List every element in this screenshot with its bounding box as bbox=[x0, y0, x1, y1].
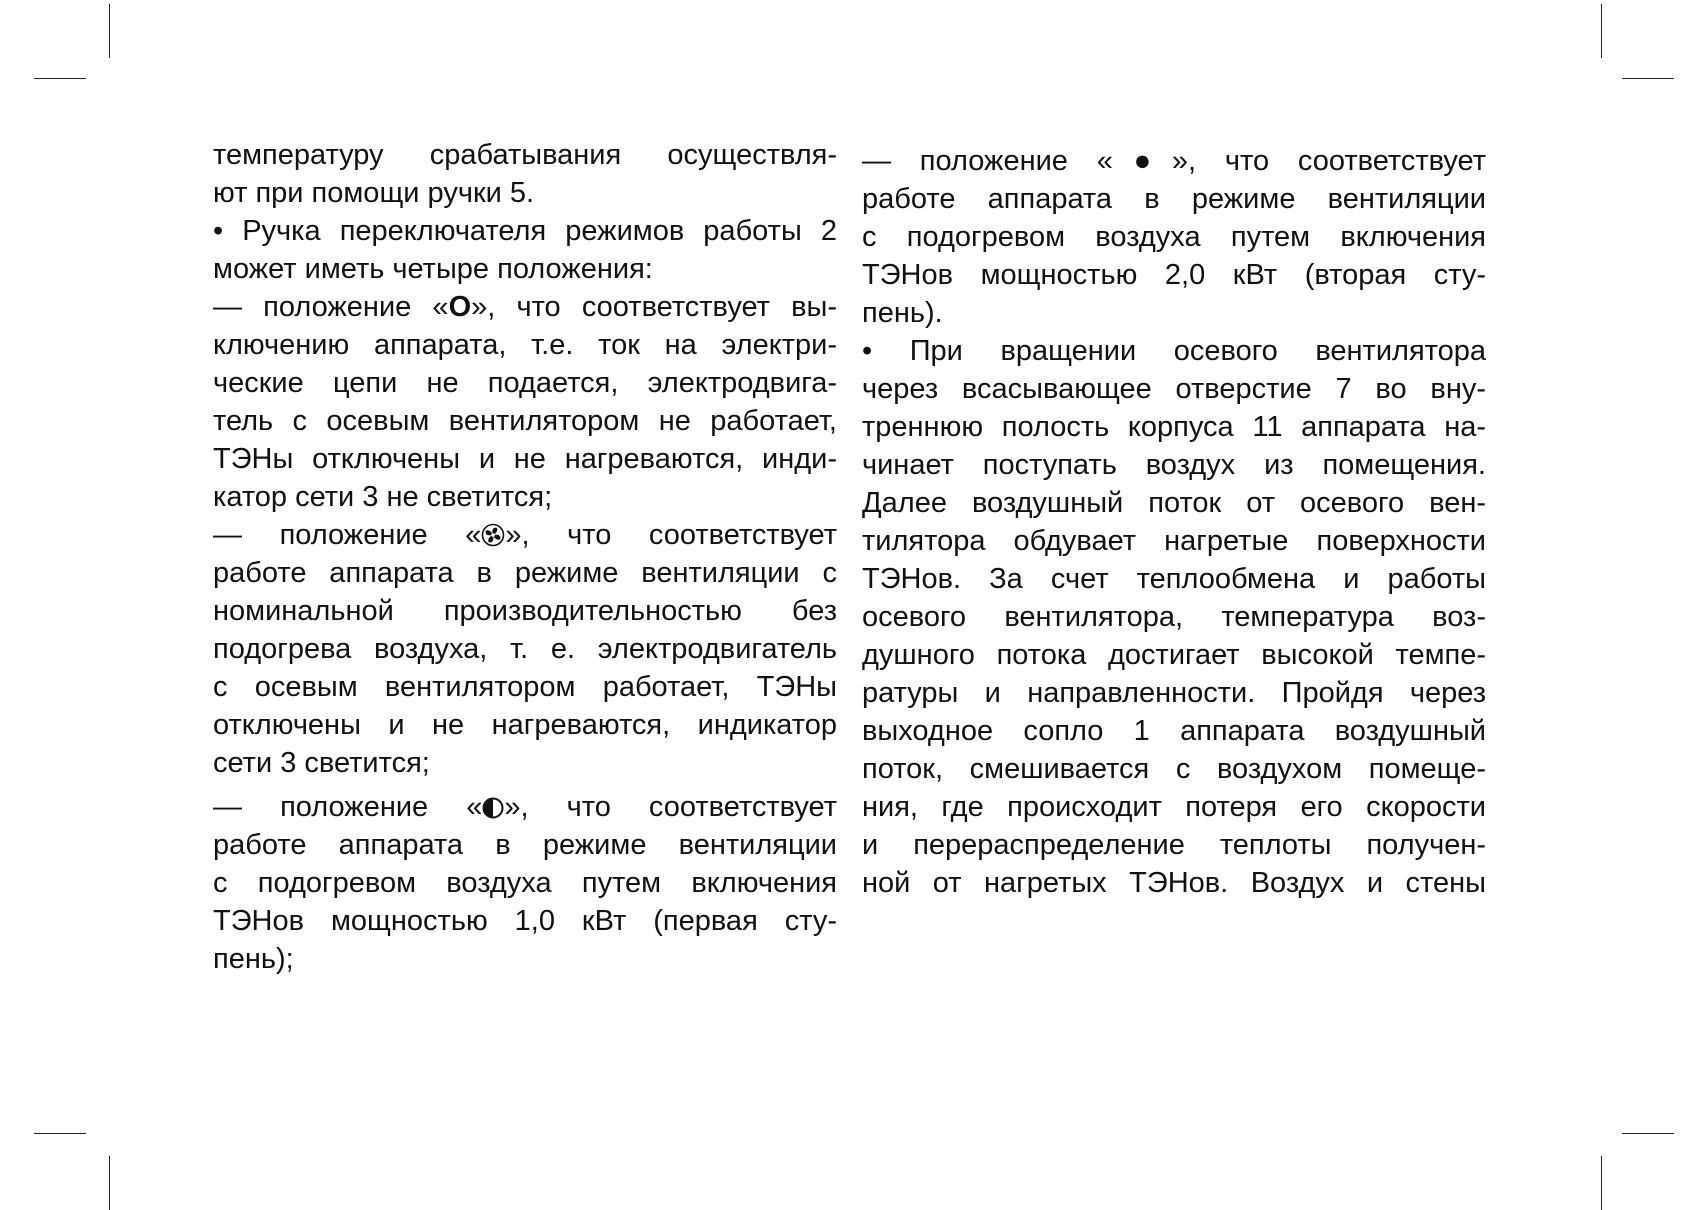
text-line: отключены и не нагреваются, индикатор bbox=[213, 709, 837, 741]
paragraph bbox=[213, 212, 837, 288]
text-line: ТЭНы отключены и не нагреваются, инди- bbox=[213, 443, 837, 475]
text-line bbox=[213, 288, 837, 326]
text-line: ческие цепи не подается, электродвига- bbox=[213, 367, 837, 399]
text-line: катор сети 3 не светится; bbox=[213, 481, 553, 513]
paragraph bbox=[862, 332, 1486, 902]
text-line: пень); bbox=[213, 943, 294, 975]
text-line: температуру срабатывания осуществля- bbox=[213, 139, 837, 171]
full-circle-symbol: ● bbox=[1112, 145, 1172, 177]
text-line: работе аппарата в режиме вентиляции bbox=[862, 183, 1486, 215]
text-line: с осевым вентилятором работает, ТЭНы bbox=[213, 671, 837, 703]
text-line: ратуры и направленности. Пройдя через bbox=[862, 677, 1486, 709]
text-line: тилятора обдувает нагретые поверхности bbox=[862, 525, 1486, 557]
text-line: тель с осевым вентилятором не работает, bbox=[213, 405, 837, 437]
paragraph bbox=[213, 288, 837, 516]
right-column bbox=[862, 142, 1486, 902]
text-line: Далее воздушный поток от осевого вен- bbox=[862, 487, 1486, 519]
crop-mark bbox=[34, 78, 86, 79]
text-line: • Ручка переключателя режимов работы 2 bbox=[213, 215, 837, 247]
text-line: подогрева воздуха, т. е. электродвигатель bbox=[213, 633, 837, 665]
text-line: через всасывающее отверстие 7 во вну- bbox=[862, 373, 1486, 405]
text-line bbox=[213, 516, 837, 554]
text-line: чинает поступать воздух из помещения. bbox=[862, 449, 1486, 481]
text-line: ют при помощи ручки 5. bbox=[213, 177, 535, 209]
text-line: с подогревом воздуха путем включения bbox=[862, 221, 1486, 253]
text-fragment: », что соответствует bbox=[504, 791, 837, 823]
text-fragment: », что соответствует вы- bbox=[471, 291, 838, 323]
text-fragment: », что соответствует bbox=[1171, 145, 1486, 177]
text-fragment: — положение « bbox=[213, 291, 449, 323]
text-line: и перераспределение теплоты получен- bbox=[862, 829, 1486, 861]
text-fragment: — положение « bbox=[213, 519, 482, 551]
text-line: • При вращении осевого вентилятора bbox=[862, 335, 1486, 367]
crop-mark bbox=[109, 1156, 110, 1210]
crop-mark bbox=[1601, 1156, 1602, 1210]
text-line: с подогревом воздуха путем включения bbox=[213, 867, 837, 899]
paragraph bbox=[862, 142, 1486, 332]
text-fragment: — положение « bbox=[213, 791, 483, 823]
text-line: ной от нагретых ТЭНов. Воздух и стены bbox=[862, 867, 1486, 899]
text-line: выходное сопло 1 аппарата воздушный bbox=[862, 715, 1486, 747]
text-line: осевого вентилятора, температура воз- bbox=[862, 601, 1486, 633]
text-line: треннюю полость корпуса 11 аппарата на- bbox=[862, 411, 1486, 443]
text-line: работе аппарата в режиме вентиляции bbox=[213, 829, 837, 861]
off-symbol: O bbox=[448, 291, 472, 323]
text-line: ния, где происходит потеря его скорости bbox=[862, 791, 1486, 823]
crop-mark bbox=[109, 4, 110, 58]
crop-mark bbox=[1622, 78, 1674, 79]
crop-mark bbox=[1601, 4, 1602, 58]
text-line: номинальной производительностью без bbox=[213, 595, 837, 627]
text-line bbox=[213, 788, 837, 826]
text-line: ТЭНов мощностью 2,0 кВт (вторая сту- bbox=[862, 259, 1486, 291]
text-line: ТЭНов. За счет теплообмена и работы bbox=[862, 563, 1486, 595]
text-line: ключению аппарата, т.е. ток на электри- bbox=[213, 329, 837, 361]
text-fragment: — положение « bbox=[862, 145, 1113, 177]
text-line: пень). bbox=[862, 297, 943, 329]
text-fragment: », что соответствует bbox=[505, 519, 837, 551]
text-line bbox=[862, 142, 1486, 180]
crop-mark bbox=[34, 1133, 86, 1134]
text-line: поток, смешивается с воздухом помеще- bbox=[862, 753, 1486, 785]
text-line: душного потока достигает высокой темпе- bbox=[862, 639, 1486, 671]
half-circle-icon bbox=[482, 791, 504, 829]
text-line: сети 3 светится; bbox=[213, 747, 430, 779]
fan-icon bbox=[481, 519, 505, 557]
left-column bbox=[213, 136, 837, 978]
paragraph bbox=[213, 136, 837, 212]
paragraph bbox=[213, 788, 837, 978]
crop-mark bbox=[1622, 1133, 1674, 1134]
text-line: ТЭНов мощностью 1,0 кВт (первая сту- bbox=[213, 905, 837, 937]
text-line: может иметь четыре положения: bbox=[213, 253, 653, 285]
text-line: работе аппарата в режиме вентиляции с bbox=[213, 557, 837, 589]
paragraph bbox=[213, 516, 837, 782]
